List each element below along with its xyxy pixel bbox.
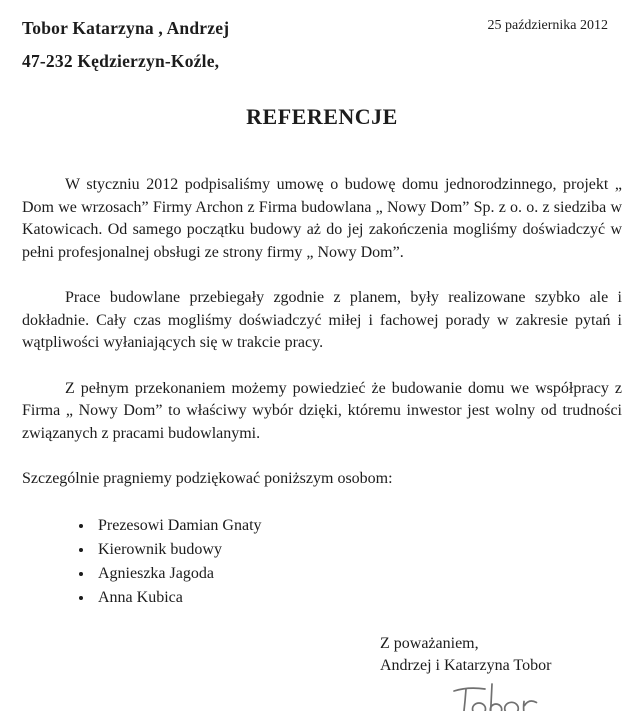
closing-names: Andrzej i Katarzyna Tobor	[380, 657, 552, 674]
sender-address: 47-232 Kędzierzyn-Koźle,	[22, 51, 220, 71]
thanks-list-intro: Szczególnie pragniemy podziękować poniższym osobom:	[22, 470, 393, 487]
signature-ink-icon	[452, 680, 556, 711]
thanks-list	[22, 514, 622, 610]
list-item-person-3: • Agnieszka Jagoda	[94, 562, 622, 586]
sender-block	[22, 12, 229, 78]
list-item-person-2: • Kierownik budowy	[94, 538, 622, 562]
paragraph-recommendation: Z pełnym przekonaniem możemy powiedzieć że budowanie domu we współpracy z Firma „ Nowy Dom” to właściwy wybór dzięki, któremu inwestor jest wolny od trudności związanych z pracami budowlanymi.	[22, 379, 622, 442]
handwritten-signature	[452, 680, 622, 711]
list-item-person-4: • Anna Kubica	[94, 586, 622, 610]
letter-header	[22, 12, 622, 78]
letter-title: REFERENCJE	[246, 104, 398, 129]
letter-date: 25 października 2012	[487, 18, 608, 33]
list-item-person-1: • Prezesowi Damian Gnaty	[94, 514, 622, 538]
paragraph-contract: W styczniu 2012 podpisaliśmy umowę o budowę domu jednorodzinnego, projekt „ Dom we wrzosach” Firmy Archon z Firma budowlana „ Nowy Dom” Sp. z o. o. z siedziba w Katowicach. Od samego początku budowy aż do jej zakończenia mogliśmy doświadczyć w pełni profesjonalnej obsługi ze strony firmy „ Nowy Dom”.	[22, 176, 622, 261]
closing-salutation: Z poważaniem,	[380, 634, 479, 652]
letter-body	[22, 174, 622, 610]
closing-block	[380, 633, 622, 711]
sender-name: Tobor Katarzyna , Andrzej	[22, 18, 230, 38]
paragraph-works: Prace budowlane przebiegały zgodnie z planem, były realizowane szybko ale i dokładnie. Cały czas mogliśmy doświadczyć miłej i fachowej porady w zakresie pytań i wątpliwości wyłaniających się w trakcie pracy.	[22, 289, 622, 351]
